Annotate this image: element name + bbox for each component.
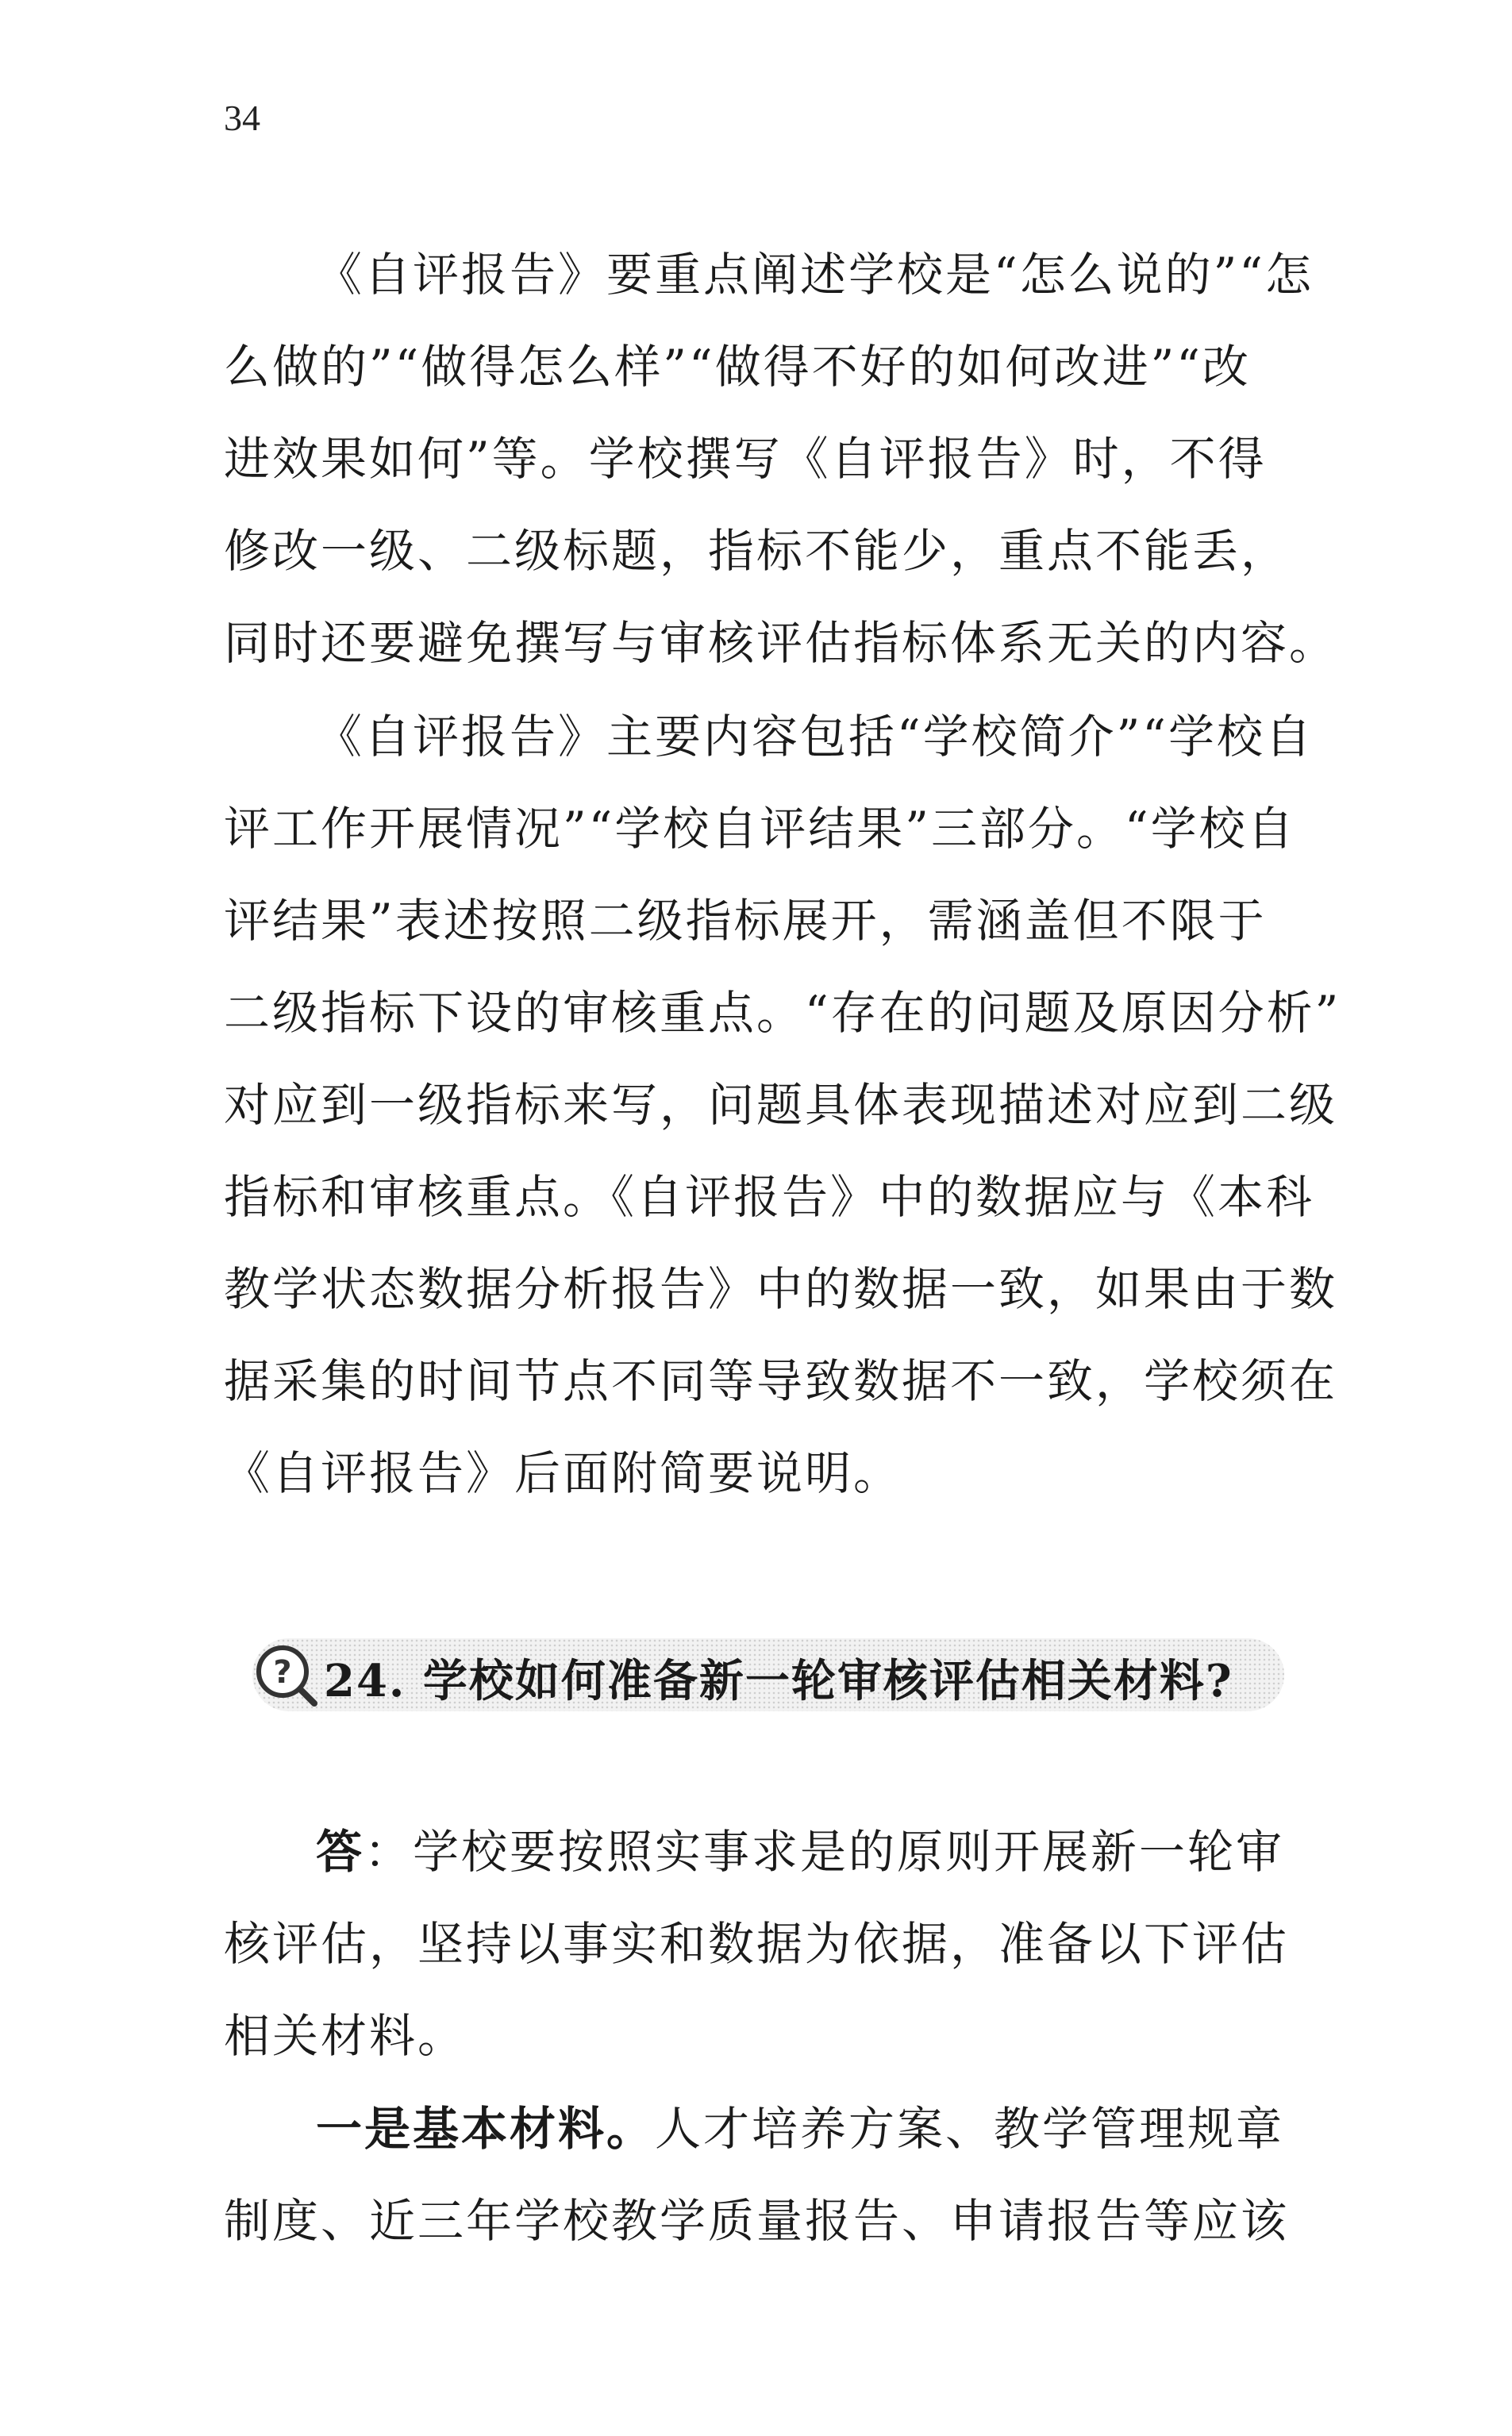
question-magnifier-icon bbox=[252, 1641, 319, 1708]
point-lead: 一是基本材料。 bbox=[316, 2102, 656, 2156]
paragraph-self-report-focus bbox=[224, 229, 1338, 689]
text-line: 制度、近三年学校教学质量报告、申请报告等应该 bbox=[224, 2194, 1290, 2248]
answer-separator: ： bbox=[364, 1825, 414, 1879]
text-line: 评工作开展情况”“学校自评结果”三部分。“学校自 bbox=[224, 802, 1296, 856]
paragraph-basic-materials bbox=[224, 2083, 1325, 2267]
text-line bbox=[224, 2083, 1325, 2175]
text-line: 相关材料。 bbox=[224, 2009, 467, 2063]
answer-text: 学校要按照实事求是的原则开展新一轮审 bbox=[413, 1825, 1285, 1879]
text-line bbox=[224, 1806, 1325, 1898]
paragraph-answer bbox=[224, 1806, 1325, 2082]
text-line: 二级指标下设的审核重点。“存在的问题及原因分析” bbox=[224, 986, 1341, 1040]
text-line: 进效果如何”等。学校撰写《自评报告》时，不得 bbox=[224, 432, 1267, 486]
text-line: 核评估，坚持以事实和数据为依据，准备以下评估 bbox=[224, 1917, 1290, 1971]
text-line: 《自评报告》要重点阐述学校是“怎么说的”“怎 bbox=[316, 248, 1314, 302]
text-line: 么做的”“做得怎么样”“做得不好的如何改进”“改 bbox=[224, 340, 1251, 394]
text-line: 《自评报告》后面附简要说明。 bbox=[224, 1446, 902, 1500]
text-line: 同时还要避免撰写与审核评估指标体系无关的内容。 bbox=[224, 616, 1338, 670]
text-line: 指标和审核重点。《自评报告》中的数据应与《本科 bbox=[224, 1170, 1315, 1224]
text-line: 评结果”表述按照二级指标展开，需涵盖但不限于 bbox=[224, 894, 1267, 948]
text-line: 教学状态数据分析报告》中的数据一致，如果由于数 bbox=[224, 1262, 1338, 1316]
svg-text:?: ? bbox=[273, 1654, 292, 1691]
point-text: 人才培养方案、教学管理规章 bbox=[655, 2102, 1285, 2156]
text-line: 对应到一级指标来写，问题具体表现描述对应到二级 bbox=[224, 1078, 1338, 1132]
text-line: 《自评报告》主要内容包括“学校简介”“学校自 bbox=[316, 710, 1314, 764]
text-line: 修改一级、二级标题，指标不能少，重点不能丢， bbox=[224, 524, 1290, 578]
answer-label: 答 bbox=[316, 1825, 365, 1879]
page-number: 34 bbox=[224, 98, 260, 138]
question-heading: 24. 学校如何准备新一轮审核评估相关材料? bbox=[324, 1655, 1233, 1707]
text-line: 据采集的时间节点不同等导致数据不一致，学校须在 bbox=[224, 1354, 1338, 1408]
paragraph-self-report-content bbox=[224, 691, 1341, 1519]
